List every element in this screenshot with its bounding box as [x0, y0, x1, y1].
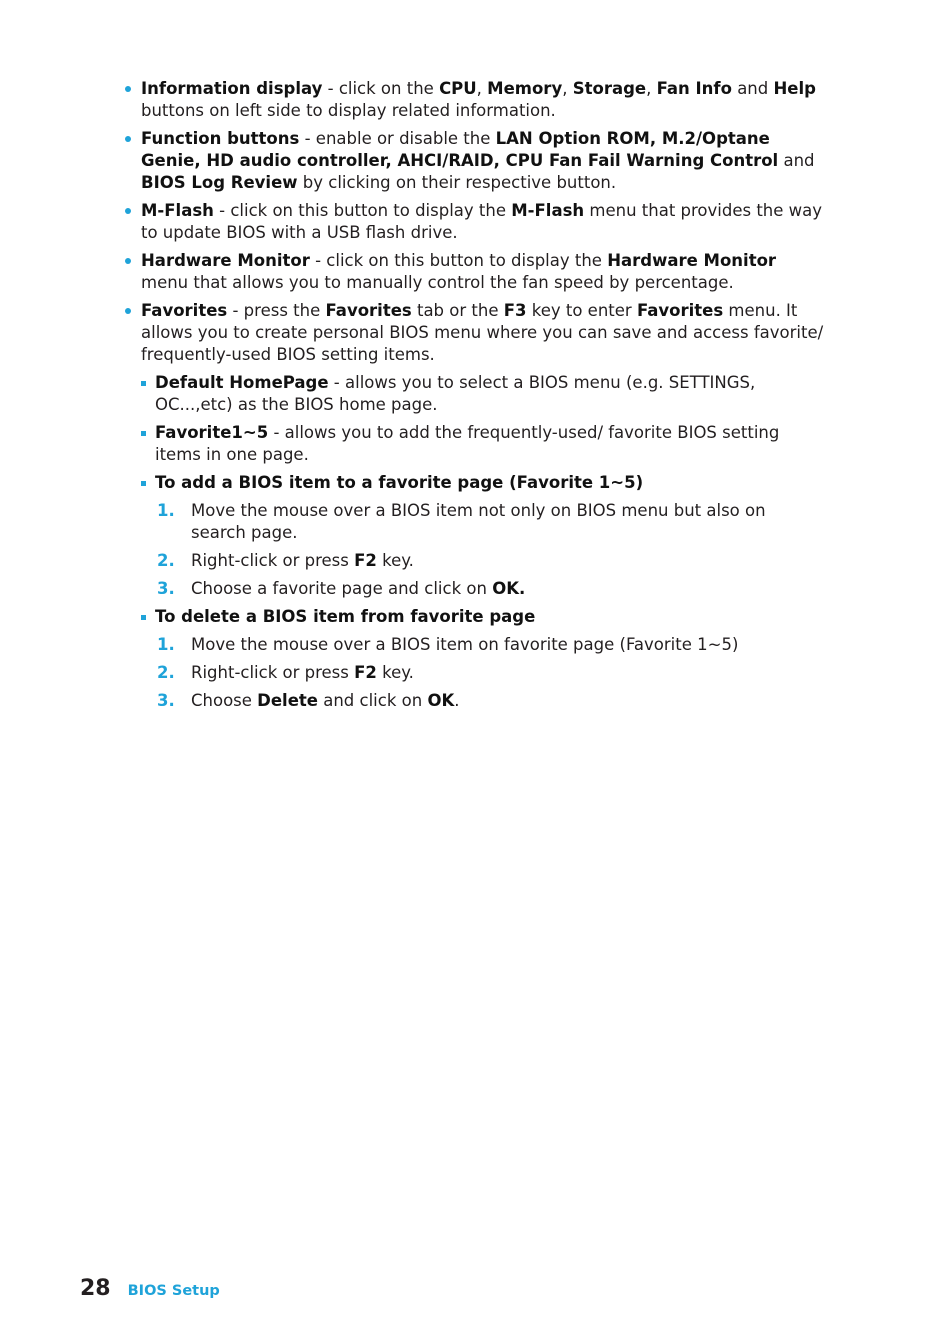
term: OK. [492, 579, 526, 598]
term: Memory [487, 79, 563, 98]
text: - click on this button to display the [309, 251, 608, 270]
text: - click on the [322, 79, 440, 98]
heading: To add a BIOS item to a favorite page (Favorite 1~5) [155, 473, 644, 492]
page-content [124, 78, 824, 718]
text: Choose [191, 691, 258, 710]
page-number: 28 [80, 1276, 111, 1301]
text: Choose a favorite page and click on [191, 579, 493, 598]
text: and [731, 79, 774, 98]
step-number: 3. [157, 579, 175, 598]
term: Hardware Monitor [141, 251, 310, 270]
text: Move the mouse over a BIOS item not only on BIOS menu but also on search page. [191, 501, 766, 542]
text: key to enter [526, 301, 637, 320]
bullet-dot-icon [125, 308, 131, 314]
add-step-1 [157, 500, 824, 544]
bullet-dot-icon [125, 258, 131, 264]
term: M-Flash [511, 201, 585, 220]
text: , [646, 79, 657, 98]
bullet-information-display [124, 78, 824, 122]
text: menu that provides the way to update BIOS with a USB flash drive. [141, 201, 823, 242]
text: , [476, 79, 488, 98]
term: Information display [141, 79, 323, 98]
text: Move the mouse over a BIOS item on favorite page (Favorite 1~5) [191, 635, 739, 654]
delete-step-2 [157, 662, 824, 684]
subitem-default-homepage [155, 372, 824, 416]
bullet-favorites [124, 300, 824, 366]
term: CPU [439, 79, 477, 98]
step-number: 2. [157, 663, 175, 682]
text: , [562, 79, 573, 98]
square-bullet-icon [141, 431, 146, 436]
text: . [454, 691, 460, 710]
bullet-dot-icon [125, 208, 131, 214]
square-bullet-icon [141, 481, 146, 486]
section-title: BIOS Setup [127, 1283, 220, 1299]
text: - enable or disable the [299, 129, 496, 148]
add-step-2 [157, 550, 824, 572]
text: key. [376, 663, 414, 682]
term: Fan Info [656, 79, 732, 98]
term: Function buttons [141, 129, 300, 148]
term: Default HomePage [155, 373, 329, 392]
text: Right-click or press [191, 663, 355, 682]
step-number: 1. [157, 501, 175, 520]
add-step-3 [157, 578, 824, 600]
bullet-dot-icon [125, 86, 131, 92]
text: - press the [227, 301, 326, 320]
step-number: 3. [157, 691, 175, 710]
bullet-m-flash [124, 200, 824, 244]
text: menu that allows you to manually control the fan speed by percentage. [141, 273, 734, 292]
text: - click on this button to display the [213, 201, 512, 220]
delete-step-3 [157, 690, 824, 712]
term: LAN Option ROM, M.2/Optane Genie, HD audio controller, AHCI/RAID, CPU Fan Fail Warning Control [141, 129, 779, 170]
term: Help [773, 79, 816, 98]
text: by clicking on their respective button. [297, 173, 617, 192]
term: OK [427, 691, 455, 710]
page-footer [80, 1276, 220, 1301]
text: tab or the [411, 301, 504, 320]
text: key. [376, 551, 414, 570]
text: and click on [317, 691, 428, 710]
term: Favorites [325, 301, 412, 320]
term: Favorite1~5 [155, 423, 269, 442]
text: - allows you to select a BIOS menu (e.g. SETTINGS, OC...,etc) as the BIOS home page. [155, 373, 756, 414]
term: Favorites [636, 301, 724, 320]
step-number: 2. [157, 551, 175, 570]
term: Favorites [141, 301, 228, 320]
step-number: 1. [157, 635, 175, 654]
term: BIOS Log Review [141, 173, 298, 192]
text: menu. It allows you to create personal BIOS menu where you can save and access favorite/ frequently-used BIOS setting items. [141, 301, 824, 364]
term: F2 [354, 663, 377, 682]
bullet-function-buttons [124, 128, 824, 194]
bullet-dot-icon [125, 136, 131, 142]
subitem-delete-heading [155, 606, 824, 628]
term: Hardware Monitor [607, 251, 777, 270]
subitem-favorite-1-5 [155, 422, 824, 466]
square-bullet-icon [141, 615, 146, 620]
heading: To delete a BIOS item from favorite page [155, 607, 536, 626]
delete-step-1 [157, 634, 824, 656]
square-bullet-icon [141, 381, 146, 386]
term: F2 [354, 551, 377, 570]
subitem-add-heading [155, 472, 824, 494]
term: M-Flash [141, 201, 214, 220]
term: F3 [503, 301, 527, 320]
text: - allows you to add the frequently-used/ favorite BIOS setting items in one page. [155, 423, 780, 464]
text: and [778, 151, 815, 170]
term: Storage [572, 79, 647, 98]
text: buttons on left side to display related information. [141, 101, 556, 120]
term: Delete [257, 691, 318, 710]
text: Right-click or press [191, 551, 355, 570]
bullet-hardware-monitor [124, 250, 824, 294]
